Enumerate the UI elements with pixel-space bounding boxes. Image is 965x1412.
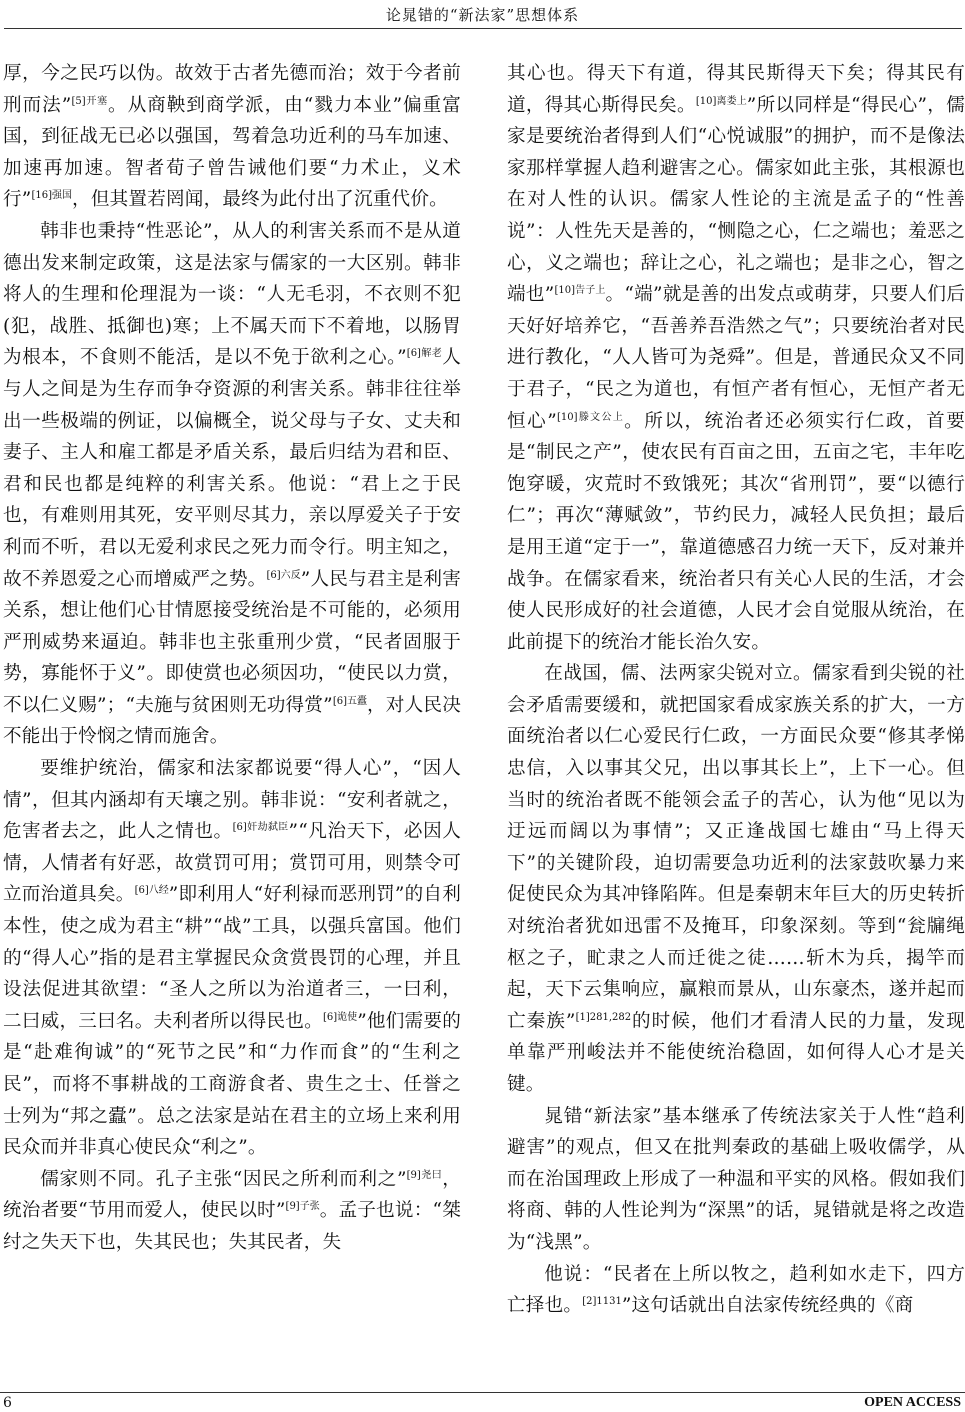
paragraph: 韩非也秉持“性恶论”，从人的利害关系而不是从道德出发来制定政策，这是法家与儒家的一大区别。韩非将人的生理和伦理混为一谈：“人无毛羽，不衣则不犯(犯，战胜、抵御也)寒；上不属天而下不着地，以肠胃为根本，不食则不能活，是以不免于欲利之心。”$^{[6]解老}$人与人之间是为生存而争夺资源的利害关系。韩非往往举出一些极端的例证，以偏概全，说父母与子女、丈夫和妻子、主人和雇工都是矛盾关系，最后归结为君和臣、君和民也都是纯粹的利害关系。他说：“君上之于民也，有难则用其死，安平则尽其力，亲以厚爱关子于安利而不听，君以无爱利求民之死力而令行。明主知之，故不养恩爱之心而增威严之势。$^{[6]六反}$”人民与君主是利害关系，想让他们心甘情愿接受统治是不可能的，必须用严刑威势来逼迫。韩非也主张重刑少赏，“民者固服于势，寡能怀于义”。即使赏也必须因功，“使民以力赏，不以仁义赐”；“夫施与贫困则无功得赏”$^{[6]五蠹}$，对人民决不能出于怜悯之情而施舍。: [3, 220, 462, 748]
citation: [16]强国: [31, 190, 73, 202]
paragraph: 在战国，儒、法两家尖锐对立。儒家看到尖锐的社会矛盾需要缓和，就把国家看成家族关系的扩大，一方面统治者以仁心爱民行仁政，一方面民众要“修其孝悌忠信，入以事其父兄，出以事其长上”，上下一心。但当时的统治者既不能领会孟子的苦心，认为他“见以为迂远而阔以为事情”；又正逢战国七雄由“马上得天下”的关键阶段，迫切需要急功近利的法家鼓吹暴力来促使民众为其冲锋陷阵。但是秦朝末年巨大的历史转折对统治者犹如迅雷不及掩耳，印象深刻。等到“瓮牖绳枢之子，甿隶之人而迁徙之徒……斩木为兵，揭竿而起，天下云集响应，赢粮而景从，山东豪杰，遂并起而亡秦族”$^{[1]281,282}$的时候，他们才看清人民的力量，发现单靠严刑峻法并不能使统治稳固，如何得人心才是关键。: [507, 663, 965, 1095]
citation: [6]奸劫弑臣: [232, 822, 289, 834]
citation: [6]八经: [134, 885, 169, 897]
citation: [10]滕文公上: [556, 411, 625, 423]
citation: [6]五蠹: [332, 695, 368, 707]
citation: [10]离娄上: [695, 95, 747, 107]
header-rule: [4, 28, 962, 29]
citation: [10]告子上: [554, 285, 606, 297]
citation: [5]开塞: [71, 95, 108, 107]
paragraph: 厚，今之民巧以伪。故效于古者先德而治；效于今者前刑而法”$^{[5]开塞}$。从商鞅到商学派，由“戮力本业”偏重富国，到征战无已必以强国，驾着急功近利的马车加速、加速再加速。智者荀子曾告诫他们要“力术止，义术行”$^{[16]强国}$，但其置若罔闻，最终为此付出了沉重代价。: [3, 63, 462, 211]
citation: [9]子张: [285, 1201, 320, 1213]
footer-rule: [0, 1392, 965, 1393]
citation: [6]六反: [266, 569, 301, 581]
citation: [6]解老: [406, 348, 443, 360]
paragraph: 晁错“新法家”基本继承了传统法家关于人性“趋利避害”的观点，但又在批判秦政的基础上吸收儒学，从而在治国理政上形成了一种温和平实的风格。假如我们将商、韩的人性论判为“深黑”的话，晁错就是将之改造为“浅黑”。: [507, 1105, 965, 1253]
citation: [9]尧曰: [406, 1169, 443, 1181]
citation: [2]1131: [582, 1296, 622, 1308]
paragraph: 儒家则不同。孔子主张“因民之所利而利之”$^{[9]尧曰}$，统治者要“节用而爱人，使民以时”$^{[9]子张}$。孟子也说：“桀纣之失天下也，失其民也；失其民者，失: [3, 1168, 462, 1253]
paragraph: 其心也。得天下有道，得其民斯得天下矣；得其民有道，得其心斯得民矣。$^{[10]离娄上}$”所以同样是“得民心”，儒家是要统治者得到人们“心悦诚服”的拥护，而不是像法家那样掌握人趋利避害之心。儒家如此主张，其根源也在对人性的认识。儒家人性论的主流是孟子的“性善说”：人性先天是善的，“恻隐之心，仁之端也；羞恶之心，义之端也；辞让之心，礼之端也；是非之心，智之端也”$^{[10]告子上}$。“端”就是善的出发点或萌芽，只要人们后天好好培养它，“吾善养吾浩然之气”；只要统治者对民进行教化，“人人皆可为尧舜”。但是，普通民众又不同于君子，“民之为道也，有恒产者有恒心，无恒产者无恒心”$^{[10]滕文公上}$。所以，统治者还必须实行仁政，首要是“制民之产”，使农民有百亩之田，五亩之宅，丰年吃饱穿暖，灾荒时不致饿死；其次“省刑罚”，要“以德行仁”；再次“薄赋敛”，节约民力，减轻人民负担；最后是用王道“定于一”，靠道德感召力统一天下，反对兼并战争。在儒家看来，统治者只有关心人民的生活，才会使人民形成好的社会道德，人民才会自觉服从统治，在此前提下的统治才能长治久安。: [507, 63, 965, 653]
page-number: 6: [3, 1395, 12, 1411]
paragraph: 要维护统治，儒家和法家都说要“得人心”，“因人情”，但其内涵却有天壤之别。韩非说：“安利者就之，危害者去之，此人之情也。$^{[6]奸劫弑臣}$”“凡治天下，必因人情，人情者有好恶，故赏罚可用；赏罚可用，则禁令可立而治道具矣。$^{[6]八经}$”即利用人“好利禄而恶刑罚”的自利本性，使之成为君主“耕”“战”工具，以强兵富国。他们的“得人心”指的是君主掌握民众贪赏畏罚的心理，并且设法促进其欲望：“圣人之所以为治道者三，一曰利，二曰威，三曰名。夫利者所以得民也。$^{[6]诡使}$”他们需要的是“赴难徇诚”的“死节之民”和“力作而食”的“生利之民”，而将不事耕战的工商游食者、贵生之士、任誉之士列为“邦之蠹”。总之法家是站在君主的立场上来利用民众而并非真心使民众“利之”。: [3, 758, 461, 1159]
citation: [1]281,282: [575, 1011, 632, 1023]
right-column: [507, 58, 965, 1322]
paragraph: 他说：“民者在上所以牧之，趋利如水走下，四方亡择也。$^{[2]1131}$”这句话就出自法家传统经典的《商: [507, 1263, 965, 1317]
running-header: 论晁错的“新法家”思想体系: [385, 6, 580, 24]
citation: [6]诡使: [322, 1011, 358, 1023]
open-access-label: OPEN ACCESS: [864, 1395, 961, 1410]
left-column: [3, 58, 461, 1259]
